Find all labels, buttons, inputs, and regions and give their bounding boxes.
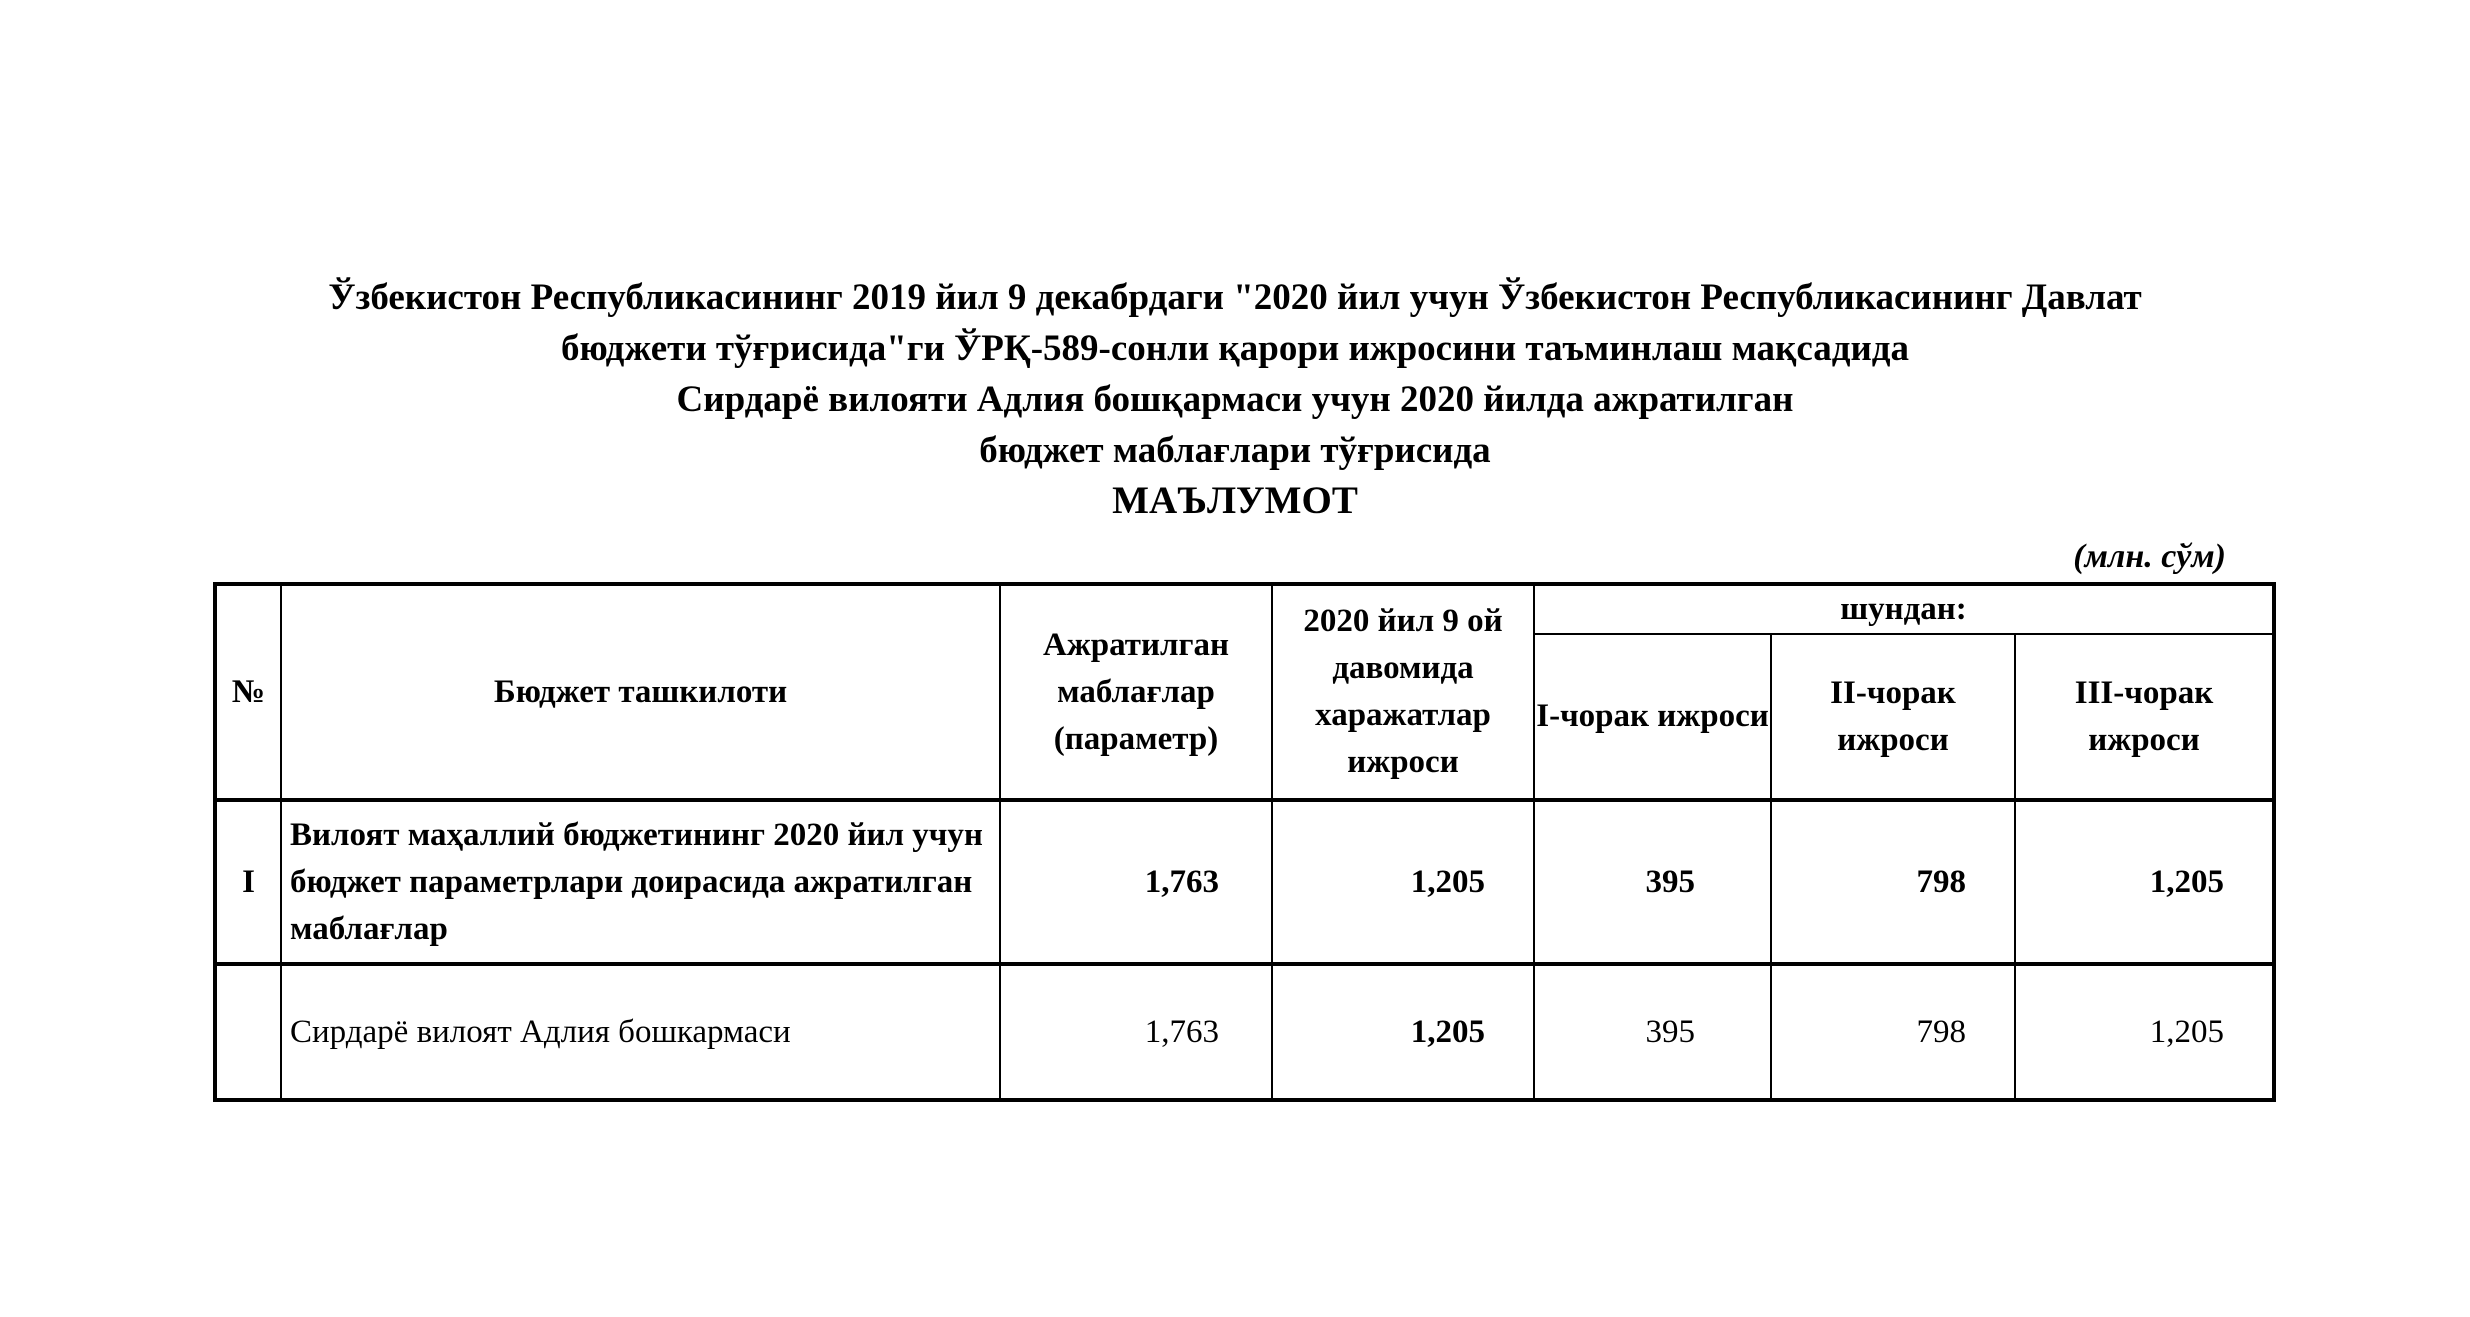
cell-q1: 395 (1534, 964, 1771, 1100)
title-line-2: бюджети тўғрисида"ги ЎРҚ-589-сонли қарори ижросини таъминлаш мақсадида (561, 328, 1909, 369)
header-q1: I-чорак ижроси (1534, 634, 1771, 800)
cell-q2: 798 (1771, 800, 2015, 964)
cell-allocated: 1,763 (1000, 964, 1272, 1100)
cell-q3: 1,205 (2015, 964, 2274, 1100)
row-number (215, 964, 281, 1100)
cell-nine-months: 1,205 (1272, 964, 1534, 1100)
row-label: Вилоят маҳаллий бюджетининг 2020 йил учун бюджет параметрлари доирасида ажратилган маблағлар (281, 800, 1000, 964)
document-title (0, 272, 2470, 526)
title-line-4: бюджет маблағлари тўғрисида (979, 430, 1491, 471)
cell-q1: 395 (1534, 800, 1771, 964)
header-org: Бюджет ташкилоти (281, 584, 1000, 800)
row-label: Сирдарё вилоят Адлия бошкармаси (281, 964, 1000, 1100)
cell-allocated: 1,763 (1000, 800, 1272, 964)
header-no: № (215, 584, 281, 800)
header-q3: III-чорак ижроси (2015, 634, 2274, 800)
header-nine-months: 2020 йил 9 ой давомида харажатлар ижроси (1272, 584, 1534, 800)
cell-q2: 798 (1771, 964, 2015, 1100)
table-row (215, 800, 2274, 964)
header-q2: II-чорак ижроси (1771, 634, 2015, 800)
unit-label: (млн. сўм) (2073, 538, 2226, 575)
header-allocated: Ажратилган маблағлар (параметр) (1000, 584, 1272, 800)
row-number: I (215, 800, 281, 964)
document-heading: МАЪЛУМОТ (1112, 479, 1358, 522)
title-line-1: Ўзбекистон Республикасининг 2019 йил 9 декабрдаги "2020 йил учун Ўзбекистон Республикасининг Давлат (328, 277, 2142, 318)
table-row (215, 964, 2274, 1100)
cell-q3: 1,205 (2015, 800, 2274, 964)
title-line-3: Сирдарё вилояти Адлия бошқармаси учун 2020 йилда ажратилган (676, 379, 1794, 420)
header-of-which: шундан: (1534, 584, 2274, 634)
cell-nine-months: 1,205 (1272, 800, 1534, 964)
budget-table (213, 582, 2276, 1102)
